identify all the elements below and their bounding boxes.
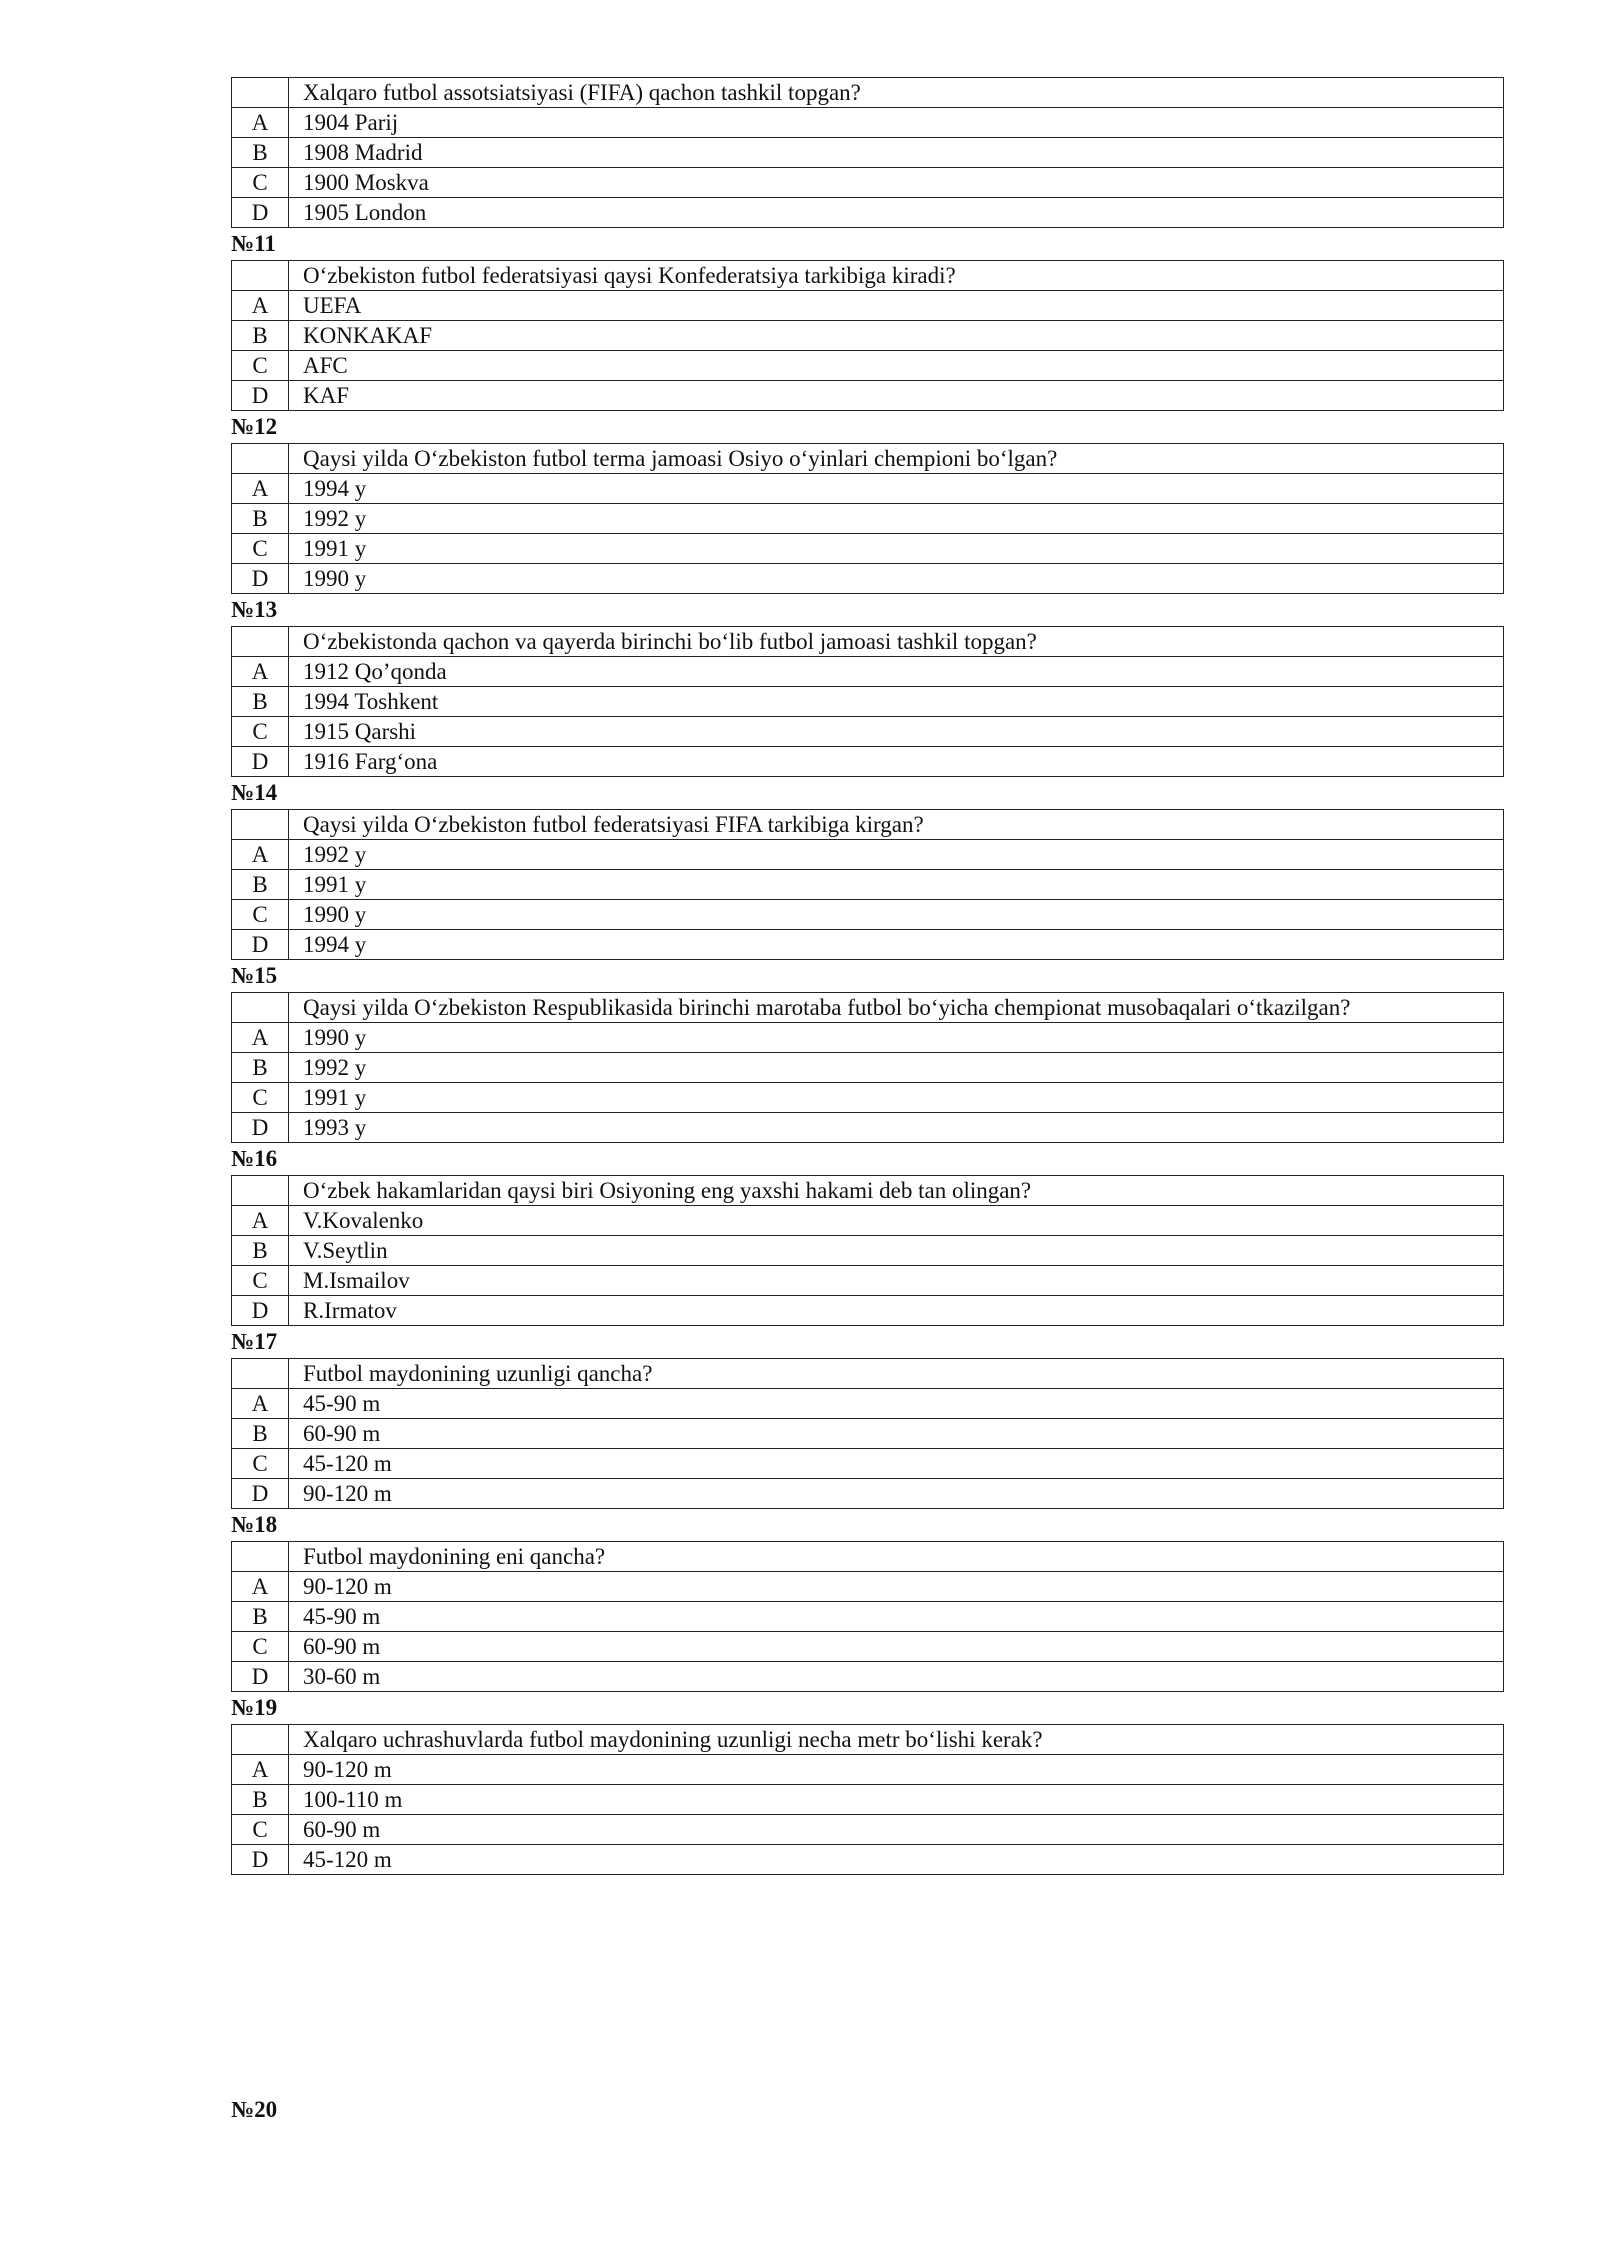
question-number: №19 [231,1695,278,1720]
question-table [231,1358,1504,1509]
option-row [232,1206,1504,1236]
option-text: 1990 y [289,900,1504,930]
option-letter: C [232,1083,289,1113]
option-letter: B [232,1602,289,1632]
question-text: O‘zbekistonda qachon va qayerda birinchi bo‘lib futbol jamoasi tashkil topgan? [289,627,1504,657]
option-row [232,1389,1504,1419]
question-text: Futbol maydonining eni qancha? [289,1542,1504,1572]
question-block [231,77,1504,228]
option-text: 1991 y [289,870,1504,900]
question-block [231,1326,1504,1509]
option-letter: D [232,1296,289,1326]
question-number: №11 [231,231,276,256]
option-row [232,1083,1504,1113]
question-row [232,993,1504,1023]
option-row [232,1845,1504,1875]
question-block [231,1143,1504,1326]
option-text: 90-120 m [289,1479,1504,1509]
option-letter: B [232,687,289,717]
option-letter: D [232,1845,289,1875]
option-letter: A [232,1755,289,1785]
question-text: Futbol maydonining uzunligi qancha? [289,1359,1504,1389]
option-letter: C [232,168,289,198]
option-row [232,321,1504,351]
option-row [232,1419,1504,1449]
option-letter: C [232,351,289,381]
option-text: KONKAKAF [289,321,1504,351]
option-letter: A [232,657,289,687]
option-row [232,1053,1504,1083]
question-number: №16 [231,1146,278,1171]
option-row [232,1449,1504,1479]
option-row [232,657,1504,687]
option-text: 45-90 m [289,1389,1504,1419]
option-row [232,564,1504,594]
option-text: 45-120 m [289,1449,1504,1479]
option-row [232,504,1504,534]
option-row [232,840,1504,870]
empty-cell [232,444,289,474]
question-block [231,228,1504,411]
option-text: 1915 Qarshi [289,717,1504,747]
question-text: O‘zbek hakamlaridan qaysi biri Osiyoning eng yaxshi hakami deb tan olingan? [289,1176,1504,1206]
option-row [232,1023,1504,1053]
question-table [231,626,1504,777]
question-number: №13 [231,597,278,622]
option-text: 60-90 m [289,1815,1504,1845]
question-table [231,1724,1504,1875]
empty-cell [232,261,289,291]
question-table [231,992,1504,1143]
option-row [232,1632,1504,1662]
question-row [232,627,1504,657]
option-text: R.Irmatov [289,1296,1504,1326]
option-letter: C [232,1815,289,1845]
option-text: 1912 Qo’qonda [289,657,1504,687]
option-text: 1992 y [289,504,1504,534]
option-letter: D [232,1479,289,1509]
question-block [231,777,1504,960]
question-block [231,594,1504,777]
question-list [231,77,1504,1875]
option-row [232,747,1504,777]
option-letter: D [232,381,289,411]
option-text: 60-90 m [289,1419,1504,1449]
option-text: UEFA [289,291,1504,321]
option-text: 45-90 m [289,1602,1504,1632]
question-row [232,444,1504,474]
option-text: KAF [289,381,1504,411]
question-text: Qaysi yilda O‘zbekiston Respublikasida birinchi marotaba futbol bo‘yicha chempionat musobaqalari o‘tkazilgan? [289,993,1504,1023]
option-text: V.Seytlin [289,1236,1504,1266]
option-letter: B [232,1785,289,1815]
option-letter: B [232,1053,289,1083]
option-letter: D [232,930,289,960]
option-text: 1908 Madrid [289,138,1504,168]
option-letter: C [232,1449,289,1479]
option-text: 90-120 m [289,1755,1504,1785]
empty-cell [232,1359,289,1389]
option-letter: B [232,1236,289,1266]
question-row [232,1359,1504,1389]
question-number: №15 [231,963,278,988]
empty-cell [232,810,289,840]
option-letter: D [232,1113,289,1143]
question-block [231,1509,1504,1692]
question-table [231,809,1504,960]
option-text: 30-60 m [289,1662,1504,1692]
question-table [231,1541,1504,1692]
option-text: 1916 Farg‘ona [289,747,1504,777]
option-row [232,168,1504,198]
option-letter: A [232,1023,289,1053]
option-letter: B [232,1419,289,1449]
option-letter: A [232,1206,289,1236]
option-text: 1994 Toshkent [289,687,1504,717]
option-text: M.Ismailov [289,1266,1504,1296]
option-letter: A [232,840,289,870]
option-row [232,1785,1504,1815]
question-block [231,411,1504,594]
option-row [232,717,1504,747]
option-row [232,381,1504,411]
option-letter: B [232,504,289,534]
question-text: Xalqaro futbol assotsiatsiyasi (FIFA) qachon tashkil topgan? [289,78,1504,108]
question-table [231,260,1504,411]
question-number: №17 [231,1329,278,1354]
question-block [231,1692,1504,1875]
option-row [232,138,1504,168]
option-text: AFC [289,351,1504,381]
question-text: O‘zbekiston futbol federatsiyasi qaysi Konfederatsiya tarkibiga kiradi? [289,261,1504,291]
question-text: Xalqaro uchrashuvlarda futbol maydonining uzunligi necha metr bo‘lishi kerak? [289,1725,1504,1755]
option-text: 90-120 m [289,1572,1504,1602]
question-text: Qaysi yilda O‘zbekiston futbol federatsiyasi FIFA tarkibiga kirgan? [289,810,1504,840]
question-row [232,1725,1504,1755]
option-row [232,1266,1504,1296]
question-number: №12 [231,414,278,439]
option-text: 1994 y [289,930,1504,960]
question-text: Qaysi yilda O‘zbekiston futbol terma jamoasi Osiyo o‘yinlari chempioni bo‘lgan? [289,444,1504,474]
option-row [232,1479,1504,1509]
question-block [231,960,1504,1143]
question-number: №20 [231,2097,278,2122]
empty-cell [232,1176,289,1206]
option-letter: C [232,717,289,747]
question-table [231,77,1504,228]
option-row [232,687,1504,717]
option-row [232,108,1504,138]
empty-cell [232,627,289,657]
option-letter: D [232,747,289,777]
option-row [232,930,1504,960]
question-table [231,443,1504,594]
option-letter: B [232,321,289,351]
empty-cell [232,993,289,1023]
option-letter: A [232,1389,289,1419]
option-text: 1904 Parij [289,108,1504,138]
option-row [232,351,1504,381]
option-row [232,474,1504,504]
option-text: 45-120 m [289,1845,1504,1875]
option-letter: D [232,564,289,594]
option-row [232,900,1504,930]
option-text: 1990 y [289,1023,1504,1053]
option-row [232,1602,1504,1632]
option-letter: A [232,291,289,321]
option-row [232,1296,1504,1326]
question-row [232,1542,1504,1572]
option-row [232,291,1504,321]
option-row [232,870,1504,900]
option-row [232,534,1504,564]
empty-cell [232,1542,289,1572]
option-letter: D [232,1662,289,1692]
option-text: 60-90 m [289,1632,1504,1662]
option-letter: C [232,1266,289,1296]
option-letter: C [232,1632,289,1662]
option-text: V.Kovalenko [289,1206,1504,1236]
option-text: 1992 y [289,1053,1504,1083]
question-table [231,1175,1504,1326]
option-text: 1992 y [289,840,1504,870]
option-letter: A [232,474,289,504]
option-letter: A [232,108,289,138]
option-text: 1993 y [289,1113,1504,1143]
option-row [232,1572,1504,1602]
option-text: 1905 London [289,198,1504,228]
empty-cell [232,1725,289,1755]
question-row [232,810,1504,840]
option-letter: D [232,198,289,228]
option-text: 1900 Moskva [289,168,1504,198]
question-row [232,78,1504,108]
option-letter: C [232,900,289,930]
option-letter: C [232,534,289,564]
option-row [232,1755,1504,1785]
option-row [232,1815,1504,1845]
option-text: 1990 y [289,564,1504,594]
option-text: 1994 y [289,474,1504,504]
option-letter: B [232,870,289,900]
option-row [232,1236,1504,1266]
question-row [232,261,1504,291]
option-row [232,1662,1504,1692]
option-letter: A [232,1572,289,1602]
option-row [232,1113,1504,1143]
question-number: №14 [231,780,278,805]
question-row [232,1176,1504,1206]
option-row [232,198,1504,228]
empty-cell [232,78,289,108]
option-text: 1991 y [289,1083,1504,1113]
option-letter: B [232,138,289,168]
option-text: 1991 y [289,534,1504,564]
question-number: №18 [231,1512,278,1537]
option-text: 100-110 m [289,1785,1504,1815]
